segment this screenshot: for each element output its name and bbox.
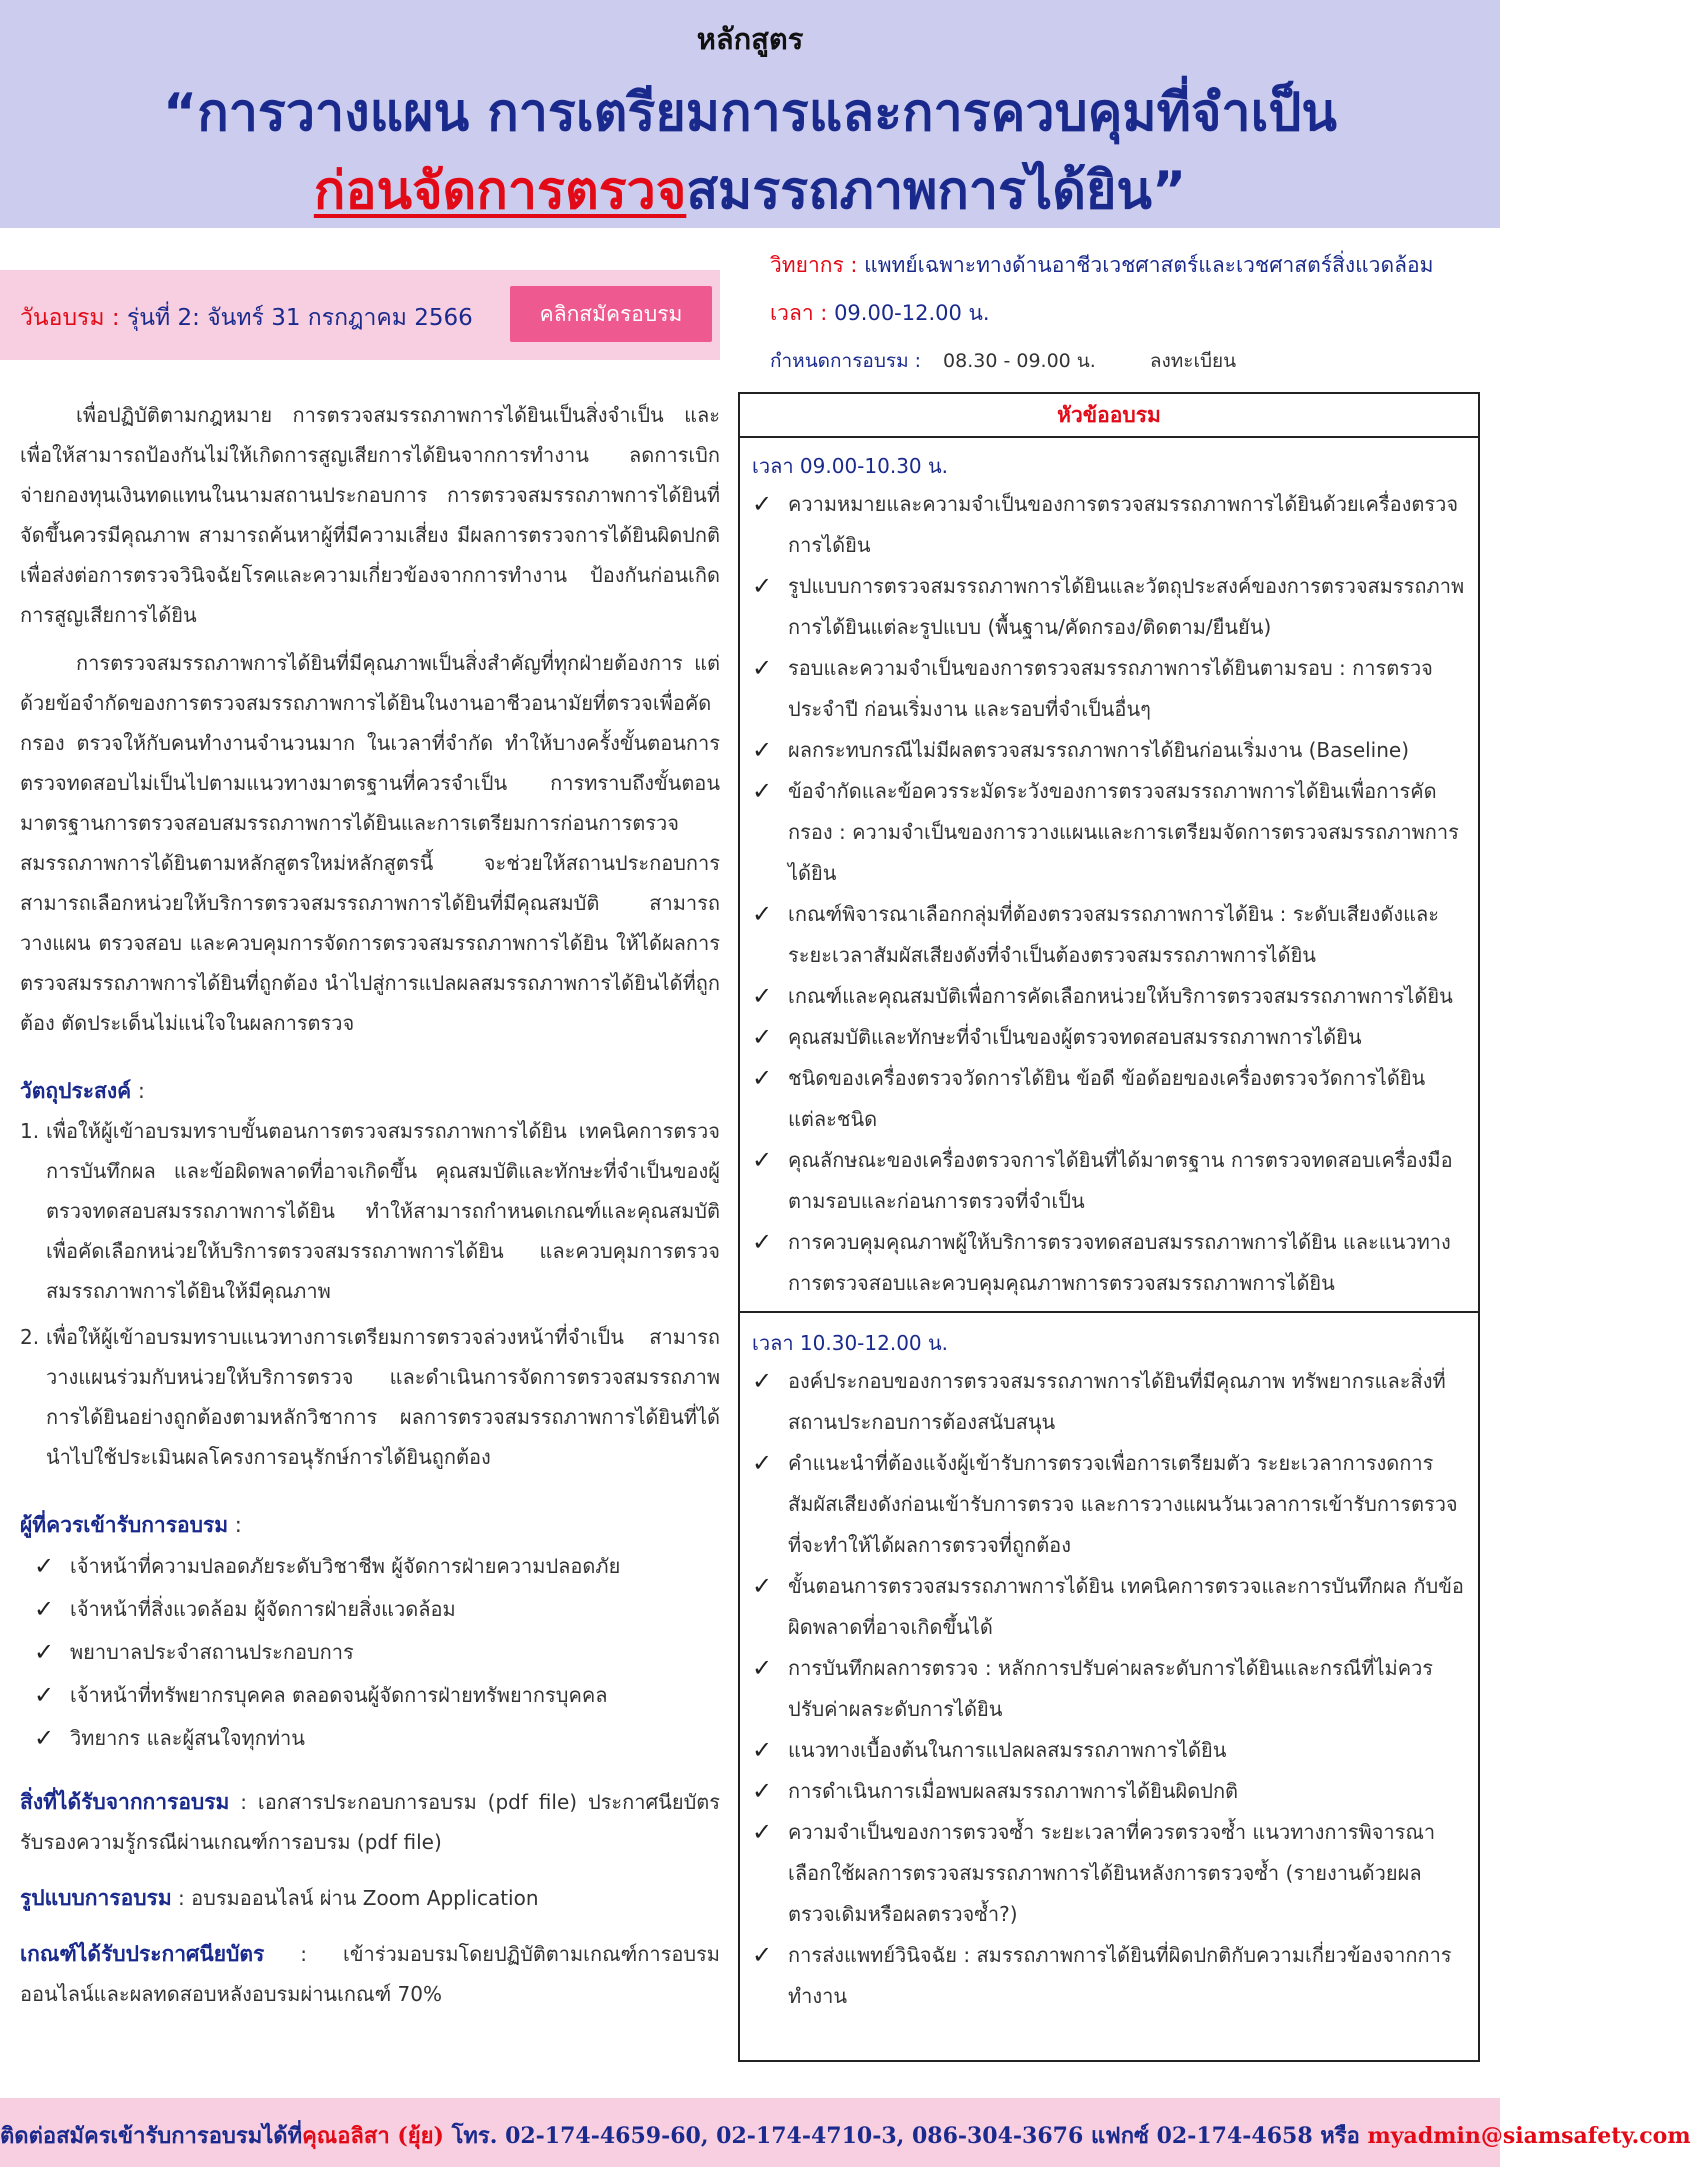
objectives-colon: :: [131, 1079, 145, 1103]
audience-title-text: ผู้ที่ควรเข้ารับการอบรม: [20, 1513, 229, 1537]
topic-text: รูปแบบการตรวจสมรรถภาพการได้ยินและวัตถุประสงค์ของการตรวจสมรรถภาพการได้ยินแต่ละรูปแบบ (พื้นฐาน/คัดกรอง/ติดตาม/ยืนยัน): [788, 574, 1465, 639]
contact-name: คุณอลิสา (ยุ้ย): [302, 2123, 444, 2149]
objectives-list: [20, 1111, 720, 1477]
session-2-time: เวลา 10.30-12.00 น.: [752, 1331, 949, 1355]
objective-text: เพื่อให้ผู้เข้าอบรมทราบแนวทางการเตรียมการตรวจล่วงหน้าที่จำเป็น สามารถวางแผนร่วมกับหน่วยให้บริการตรวจ และดำเนินการจัดการตรวจสมรรถภาพการได้ยินอย่างถูกต้องตามหลักวิชาการ ผลการตรวจสมรรถภาพการได้ยินที่ได้นำไปใช้ประเมินผลโครงการอนุรักษ์การได้ยินถูกต้อง: [46, 1325, 720, 1469]
check-icon: ✓: [752, 1818, 773, 1846]
topic-text: การควบคุมคุณภาพผู้ให้บริการตรวจทดสอบสมรรถภาพการได้ยิน และแนวทางการตรวจสอบและควบคุมคุณภาพการตรวจสมรรถภาพการได้ยิน: [788, 1230, 1451, 1295]
format-block: [20, 1878, 720, 1918]
check-icon: ✓: [752, 1736, 773, 1764]
topic-item: [752, 566, 1468, 648]
check-icon: ✓: [752, 1777, 773, 1805]
topic-item: [752, 1443, 1468, 1566]
check-icon: ✓: [34, 1638, 55, 1666]
check-icon: ✓: [752, 1146, 773, 1174]
topic-item: [752, 1730, 1468, 1771]
check-icon: ✓: [752, 1367, 773, 1395]
training-date-value: รุ่นที่ 2: จันทร์ 31 กรกฎาคม 2566: [119, 305, 473, 331]
topic-item: [752, 1140, 1468, 1222]
audience-text: เจ้าหน้าที่ความปลอดภัยระดับวิชาชีพ ผู้จัดการฝ่ายความปลอดภัย: [70, 1554, 621, 1578]
audience-item: [34, 1717, 720, 1760]
training-date: [20, 300, 473, 336]
audience-list: [20, 1545, 720, 1760]
check-icon: ✓: [752, 572, 773, 600]
audience-item: [34, 1588, 720, 1631]
check-icon: ✓: [752, 1023, 773, 1051]
contact-footer: [0, 2098, 1691, 2167]
topic-text: คุณลักษณะของเครื่องตรวจการได้ยินที่ได้มาตรฐาน การตรวจทดสอบเครื่องมือตามรอบและก่อนการตรวจที่จำเป็น: [788, 1148, 1453, 1213]
format-title: รูปแบบการอบรม: [20, 1886, 172, 1910]
objective-text: เพื่อให้ผู้เข้าอบรมทราบขั้นตอนการตรวจสมรรถภาพการได้ยิน เทคนิคการตรวจ การบันทึกผล และข้อผิดพลาดที่อาจเกิดขึ้น คุณสมบัติและทักษะที่จำเป็นของผู้ตรวจทดสอบสมรรถภาพการได้ยิน ทำให้สามารถกำหนดเกณฑ์และคุณสมบัติเพื่อคัดเลือกหน่วยให้บริการตรวจสมรรถภาพการได้ยิน และควบคุมการตรวจสมรรถภาพการได้ยินให้มีคุณภาพ: [46, 1119, 720, 1303]
check-icon: ✓: [752, 1572, 773, 1600]
topic-item: [752, 976, 1468, 1017]
topic-text: ขั้นตอนการตรวจสมรรถภาพการได้ยิน เทคนิคการตรวจและการบันทึกผล กับข้อผิดพลาดที่อาจเกิดขึ้นได้: [788, 1574, 1464, 1639]
check-icon: ✓: [752, 777, 773, 805]
benefits-title: สิ่งที่ได้รับจากการอบรม: [20, 1790, 230, 1814]
topics-title: หัวข้ออบรม: [740, 394, 1478, 438]
session-1: [740, 438, 1478, 1313]
speaker-line: [770, 249, 1433, 282]
check-icon: ✓: [34, 1724, 55, 1752]
objectives-title: [20, 1071, 720, 1111]
format-text: : อบรมออนไลน์ ผ่าน Zoom Application: [171, 1886, 539, 1910]
benefits-text: : เอกสารประกอบการอบรม (pdf file) ประกาศนียบัตรรับรองความรู้กรณีผ่านเกณฑ์การอบรม (pdf file): [20, 1790, 720, 1854]
time-value: 09.00-12.00 น.: [827, 301, 990, 325]
check-icon: ✓: [752, 1064, 773, 1092]
left-column: [20, 395, 720, 2014]
check-icon: ✓: [34, 1552, 55, 1580]
topic-item: [752, 484, 1468, 566]
topic-item: [752, 1222, 1468, 1304]
topic-text: การส่งแพทย์วินิจฉัย : สมรรถภาพการได้ยินที่ผิดปกติกับความเกี่ยวข้องจากการทำงาน: [788, 1943, 1452, 2008]
audience-item: [34, 1631, 720, 1674]
topics-box: [738, 392, 1480, 2062]
course-header: [0, 0, 1500, 228]
contact-text: [0, 2118, 1691, 2153]
check-icon: ✓: [752, 982, 773, 1010]
session-1-list: [752, 484, 1468, 1304]
check-icon: ✓: [752, 654, 773, 682]
audience-text: วิทยากร และผู้สนใจทุกท่าน: [70, 1726, 305, 1750]
objectives-title-text: วัตถุประสงค์: [20, 1079, 132, 1103]
schedule-line: [770, 346, 1236, 376]
certificate-text: : เข้าร่วมอบรมโดยปฏิบัติตามเกณฑ์การอบรมออนไลน์และผลทดสอบหลังอบรมผ่านเกณฑ์ 70%: [20, 1942, 720, 2006]
topic-text: ชนิดของเครื่องตรวจวัดการได้ยิน ข้อดี ข้อด้อยของเครื่องตรวจวัดการได้ยินแต่ละชนิด: [788, 1066, 1426, 1131]
contact-email-link[interactable]: myadmin@siamsafety.com: [1367, 2123, 1691, 2149]
topic-text: เกณฑ์พิจารณาเลือกกลุ่มที่ต้องตรวจสมรรถภาพการได้ยิน : ระดับเสียงดังและระยะเวลาสัมผัสเสียงดังที่จำเป็นต้องตรวจสมรรถภาพการได้ยิน: [788, 902, 1440, 967]
register-button[interactable]: คลิกสมัครอบรม: [510, 286, 712, 342]
check-icon: ✓: [752, 1941, 773, 1969]
topic-item: [752, 1771, 1468, 1812]
topic-item: [752, 648, 1468, 730]
certificate-block: [20, 1934, 720, 2014]
course-label: หลักสูตร: [696, 22, 804, 56]
benefits-block: [20, 1782, 720, 1862]
check-icon: ✓: [752, 900, 773, 928]
speaker-value: แพทย์เฉพาะทางด้านอาชีวเวชศาสตร์และเวชศาสตร์สิ่งแวดล้อม: [857, 253, 1434, 277]
topic-text: การบันทึกผลการตรวจ : หลักการปรับค่าผลระดับการได้ยินและกรณีที่ไม่ควรปรับค่าผลระดับการได้ยิน: [788, 1656, 1434, 1721]
audience-colon: :: [228, 1513, 242, 1537]
training-date-label: วันอบรม :: [20, 305, 120, 331]
course-title-highlight: ก่อนจัดการตรวจ: [313, 161, 687, 221]
topic-item: [752, 1017, 1468, 1058]
topic-text: คุณสมบัติและทักษะที่จำเป็นของผู้ตรวจทดสอบสมรรถภาพการได้ยิน: [788, 1025, 1362, 1049]
topic-text: องค์ประกอบของการตรวจสมรรถภาพการได้ยินที่มีคุณภาพ ทรัพยากรและสิ่งที่สถานประกอบการต้องสนับสนุน: [788, 1369, 1446, 1434]
topic-text: ความหมายและความจำเป็นของการตรวจสมรรถภาพการได้ยินด้วยเครื่องตรวจการได้ยิน: [788, 492, 1459, 557]
certificate-title: เกณฑ์ได้รับประกาศนียบัตร: [20, 1942, 265, 1966]
topic-item: [752, 730, 1468, 771]
time-line: [770, 297, 990, 330]
objective-item: 1. เพื่อให้ผู้เข้าอบรมทราบขั้นตอนการตรวจสมรรถภาพการได้ยิน เทคนิคการตรวจ การบันทึกผล และข้อผิดพลาดที่อาจเกิดขึ้น คุณสมบัติและทักษะที่จำเป็นของผู้ตรวจทดสอบสมรรถภาพการได้ยิน ทำให้สามารถกำหนดเกณฑ์และคุณสมบัติเพื่อคัดเลือกหน่วยให้บริการตรวจสมรรถภาพการได้ยิน และควบคุมการตรวจสมรรถภาพการได้ยินให้มีคุณภาพ: [20, 1119, 720, 1303]
audience-item: [34, 1545, 720, 1588]
session-1-time: เวลา 09.00-10.30 น.: [752, 454, 949, 478]
topic-text: ความจำเป็นของการตรวจซ้ำ ระยะเวลาที่ควรตรวจซ้ำ แนวทางการพิจารณาเลือกใช้ผลการตรวจสมรรถภาพการได้ยินหลังการตรวจซ้ำ (รายงานด้วยผลตรวจเดิมหรือผลตรวจซ้ำ?): [788, 1820, 1436, 1926]
topic-item: [752, 1812, 1468, 1935]
topic-item: [752, 771, 1468, 894]
topic-item: [752, 1648, 1468, 1730]
course-title-line2: [0, 148, 1500, 231]
topic-item: [752, 1361, 1468, 1443]
session-2: [740, 1315, 1478, 2017]
course-title-line1: “การวางแผน การเตรียมการและการควบคุมที่จำเป็น: [163, 83, 1337, 143]
schedule-time: 08.30 - 09.00 น.: [943, 350, 1096, 372]
check-icon: ✓: [752, 1449, 773, 1477]
course-title-rest: สมรรถภาพการได้ยิน”: [686, 161, 1187, 221]
schedule-note: ลงทะเบียน: [1149, 350, 1237, 372]
topic-text: ผลกระทบกรณีไม่มีผลตรวจสมรรถภาพการได้ยินก่อนเริ่มงาน (Baseline): [788, 738, 1410, 762]
topic-text: เกณฑ์และคุณสมบัติเพื่อการคัดเลือกหน่วยให้บริการตรวจสมรรถภาพการได้ยิน: [788, 984, 1453, 1008]
contact-phones: โทร. 02-174-4659-60, 02-174-4710-3, 086-304-3676 แฟกซ์ 02-174-4658 หรือ: [443, 2123, 1368, 2149]
audience-text: เจ้าหน้าที่สิ่งแวดล้อม ผู้จัดการฝ่ายสิ่งแวดล้อม: [70, 1597, 456, 1621]
audience-text: เจ้าหน้าที่ทรัพยากรบุคคล ตลอดจนผู้จัดการฝ่ายทรัพยากรบุคคล: [70, 1683, 608, 1707]
check-icon: ✓: [752, 490, 773, 518]
intro-paragraph-1: เพื่อปฏิบัติตามกฎหมาย การตรวจสมรรถภาพการได้ยินเป็นสิ่งจำเป็น และเพื่อให้สามารถป้องกันไม่ให้เกิดการสูญเสียการได้ยินจากการทำงาน ลดการเบิกจ่ายกองทุนเงินทดแทนในนามสถานประกอบการ การตรวจสมรรถภาพการได้ยินที่จัดขึ้นควรมีคุณภาพ สามารถค้นหาผู้ที่มีความเสี่ยง มีผลการตรวจการได้ยินผิดปกติ เพื่อส่งต่อการตรวจวินิจฉัยโรคและความเกี่ยวข้องจากการทำงาน ป้องกันก่อนเกิดการสูญเสียการได้ยิน: [20, 403, 720, 627]
contact-prefix: ติดต่อสมัครเข้ารับการอบรมได้ที่: [0, 2123, 303, 2149]
topic-text: คำแนะนำที่ต้องแจ้งผู้เข้ารับการตรวจเพื่อการเตรียมตัว ระยะเวลาการงดการสัมผัสเสียงดังก่อนเข้ารับการตรวจ และการวางแผนวันเวลาการเข้ารับการตรวจที่จะทำให้ได้ผลการตรวจที่ถูกต้อง: [788, 1451, 1458, 1557]
topic-text: การดำเนินการเมื่อพบผลสมรรถภาพการได้ยินผิดปกติ: [788, 1779, 1239, 1803]
topic-item: [752, 1058, 1468, 1140]
audience-text: พยาบาลประจำสถานประกอบการ: [70, 1640, 354, 1664]
check-icon: ✓: [34, 1681, 55, 1709]
objective-item: 2. เพื่อให้ผู้เข้าอบรมทราบแนวทางการเตรียมการตรวจล่วงหน้าที่จำเป็น สามารถวางแผนร่วมกับหน่วยให้บริการตรวจ และดำเนินการจัดการตรวจสมรรถภาพการได้ยินอย่างถูกต้องตามหลักวิชาการ ผลการตรวจสมรรถภาพการได้ยินที่ได้นำไปใช้ประเมินผลโครงการอนุรักษ์การได้ยินถูกต้อง: [20, 1325, 720, 1469]
topic-item: [752, 1935, 1468, 2017]
time-label: เวลา :: [770, 301, 828, 325]
audience-title: [20, 1505, 720, 1545]
speaker-label: วิทยากร :: [770, 253, 858, 277]
check-icon: ✓: [752, 736, 773, 764]
topic-item: [752, 894, 1468, 976]
session-2-list: [752, 1361, 1468, 2017]
topic-item: [752, 1566, 1468, 1648]
intro-paragraph-2: การตรวจสมรรถภาพการได้ยินที่มีคุณภาพเป็นสิ่งสำคัญที่ทุกฝ่ายต้องการ แต่ด้วยข้อจำกัดของการตรวจสมรรถภาพการได้ยินในงานอาชีวอนามัยที่ตรวจเพื่อคัดกรอง ตรวจให้กับคนทำงานจำนวนมาก ในเวลาที่จำกัด ทำให้บางครั้งขั้นตอนการตรวจทดสอบไม่เป็นไปตามแนวทางมาตรฐานที่ควรจำเป็น การทราบถึงขั้นตอนมาตรฐานการตรวจสอบสมรรถภาพการได้ยินและการเตรียมการก่อนการตรวจสมรรถภาพการได้ยินตามหลักสูตรใหม่หลักสูตรนี้ จะช่วยให้สถานประกอบการสามารถเลือกหน่วยให้บริการตรวจสมรรถภาพการได้ยินที่มีคุณสมบัติ สามารถวางแผน ตรวจสอบ และควบคุมการจัดการตรวจสมรรถภาพการได้ยิน ให้ได้ผลการตรวจสมรรถภาพการได้ยินที่ถูกต้อง นำไปสู่การแปลผลสมรรถภาพการได้ยินได้ที่ถูกต้อง ตัดประเด็นไม่แน่ใจในผลการตรวจ: [20, 651, 720, 1035]
check-icon: ✓: [752, 1654, 773, 1682]
topic-text: ข้อจำกัดและข้อควรระมัดระวังของการตรวจสมรรถภาพการได้ยินเพื่อการคัดกรอง : ความจำเป็นของการวางแผนและการเตรียมจัดการตรวจสมรรถภาพการได้ยิน: [788, 779, 1459, 885]
topic-text: รอบและความจำเป็นของการตรวจสมรรถภาพการได้ยินตามรอบ : การตรวจประจำปี ก่อนเริ่มงาน และรอบที่จำเป็นอื่นๆ: [788, 656, 1433, 721]
check-icon: ✓: [752, 1228, 773, 1256]
check-icon: ✓: [34, 1595, 55, 1623]
audience-item: [34, 1674, 720, 1717]
schedule-label: กำหนดการอบรม :: [770, 350, 922, 372]
topic-text: แนวทางเบื้องต้นในการแปลผลสมรรถภาพการได้ยิน: [788, 1738, 1227, 1762]
